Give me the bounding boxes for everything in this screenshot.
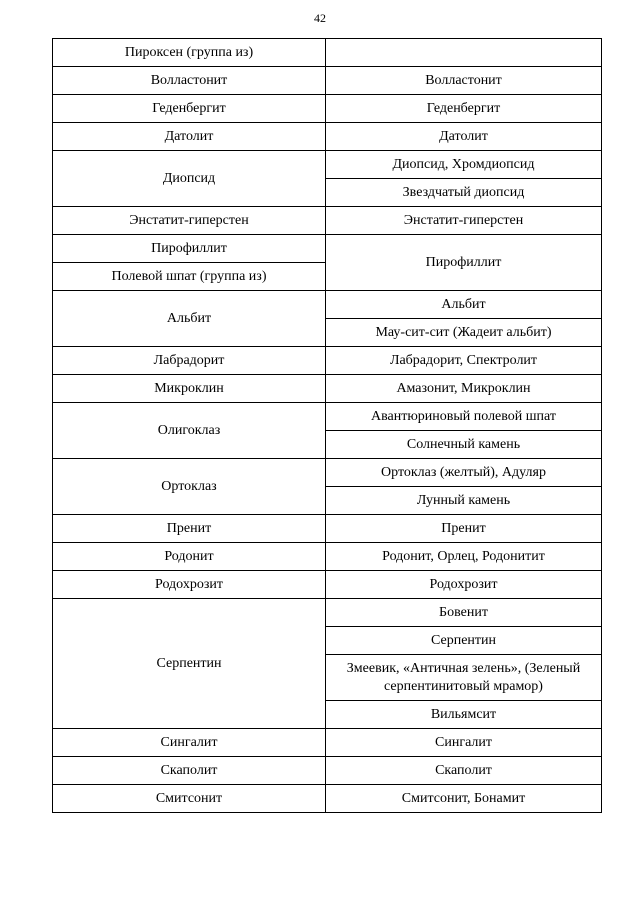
table-row — [53, 459, 602, 487]
table-row — [53, 375, 602, 403]
gem-name-cell: Родонит, Орлец, Родонитит — [326, 543, 602, 571]
table-row — [53, 403, 602, 431]
mineral-group-cell: Ортоклаз — [53, 459, 326, 515]
gem-name-cell: Волластонит — [326, 67, 602, 95]
gem-name-cell: Пренит — [326, 515, 602, 543]
gem-name-cell: Альбит — [326, 291, 602, 319]
page-number: 42 — [314, 11, 326, 25]
table-row — [53, 571, 602, 599]
mineral-group-cell: Микроклин — [53, 375, 326, 403]
mineral-group-cell: Сингалит — [53, 729, 326, 757]
mineral-group-cell: Пренит — [53, 515, 326, 543]
mineral-group-cell: Полевой шпат (группа из) — [53, 263, 326, 291]
gem-name-cell: Серпентин — [326, 627, 602, 655]
gem-name-cell: Сингалит — [326, 729, 602, 757]
table-row — [53, 757, 602, 785]
gem-name-cell: Бовенит — [326, 599, 602, 627]
table-row — [53, 515, 602, 543]
mineral-group-cell: Геденбергит — [53, 95, 326, 123]
table-row — [53, 599, 602, 627]
gem-name-cell: Диопсид, Хромдиопсид — [326, 151, 602, 179]
gem-name-cell: Пирофиллит — [326, 235, 602, 291]
minerals-table — [52, 38, 602, 813]
gem-name-cell: Лунный камень — [326, 487, 602, 515]
mineral-group-cell: Волластонит — [53, 67, 326, 95]
mineral-group-cell: Олигоклаз — [53, 403, 326, 459]
table-row — [53, 67, 602, 95]
mineral-group-cell: Пироксен (группа из) — [53, 39, 326, 67]
table-row — [53, 95, 602, 123]
table-row — [53, 543, 602, 571]
gem-name-cell: Родохрозит — [326, 571, 602, 599]
mineral-group-cell: Энстатит-гиперстен — [53, 207, 326, 235]
table-row — [53, 729, 602, 757]
gem-name-cell: Вильямсит — [326, 701, 602, 729]
gem-name-cell: Змеевик, «Античная зелень», (Зеленый серпентинитовый мрамор) — [326, 655, 602, 701]
mineral-group-cell: Скаполит — [53, 757, 326, 785]
gem-name-cell: Энстатит-гиперстен — [326, 207, 602, 235]
gem-name-cell: Амазонит, Микроклин — [326, 375, 602, 403]
gem-name-cell: Геденбергит — [326, 95, 602, 123]
mineral-group-cell: Альбит — [53, 291, 326, 347]
gem-name-cell: Лабрадорит, Спектролит — [326, 347, 602, 375]
gem-name-cell: Мау-сит-сит (Жадеит альбит) — [326, 319, 602, 347]
table-row — [53, 151, 602, 179]
gem-name-cell: Скаполит — [326, 757, 602, 785]
table-row — [53, 207, 602, 235]
table-row — [53, 291, 602, 319]
mineral-group-cell: Серпентин — [53, 599, 326, 729]
table-row — [53, 785, 602, 813]
mineral-group-cell: Лабрадорит — [53, 347, 326, 375]
gem-name-cell — [326, 39, 602, 67]
table-row — [53, 235, 602, 263]
gem-name-cell: Звездчатый диопсид — [326, 179, 602, 207]
gem-name-cell: Смитсонит, Бонамит — [326, 785, 602, 813]
mineral-group-cell: Родонит — [53, 543, 326, 571]
table-row — [53, 39, 602, 67]
gem-name-cell: Датолит — [326, 123, 602, 151]
mineral-group-cell: Смитсонит — [53, 785, 326, 813]
gem-name-cell: Солнечный камень — [326, 431, 602, 459]
table-row — [53, 123, 602, 151]
mineral-group-cell: Датолит — [53, 123, 326, 151]
mineral-group-cell: Родохрозит — [53, 571, 326, 599]
gem-name-cell: Авантюриновый полевой шпат — [326, 403, 602, 431]
table-row — [53, 347, 602, 375]
mineral-group-cell: Пирофиллит — [53, 235, 326, 263]
gem-name-cell: Ортоклаз (желтый), Адуляр — [326, 459, 602, 487]
mineral-group-cell: Диопсид — [53, 151, 326, 207]
